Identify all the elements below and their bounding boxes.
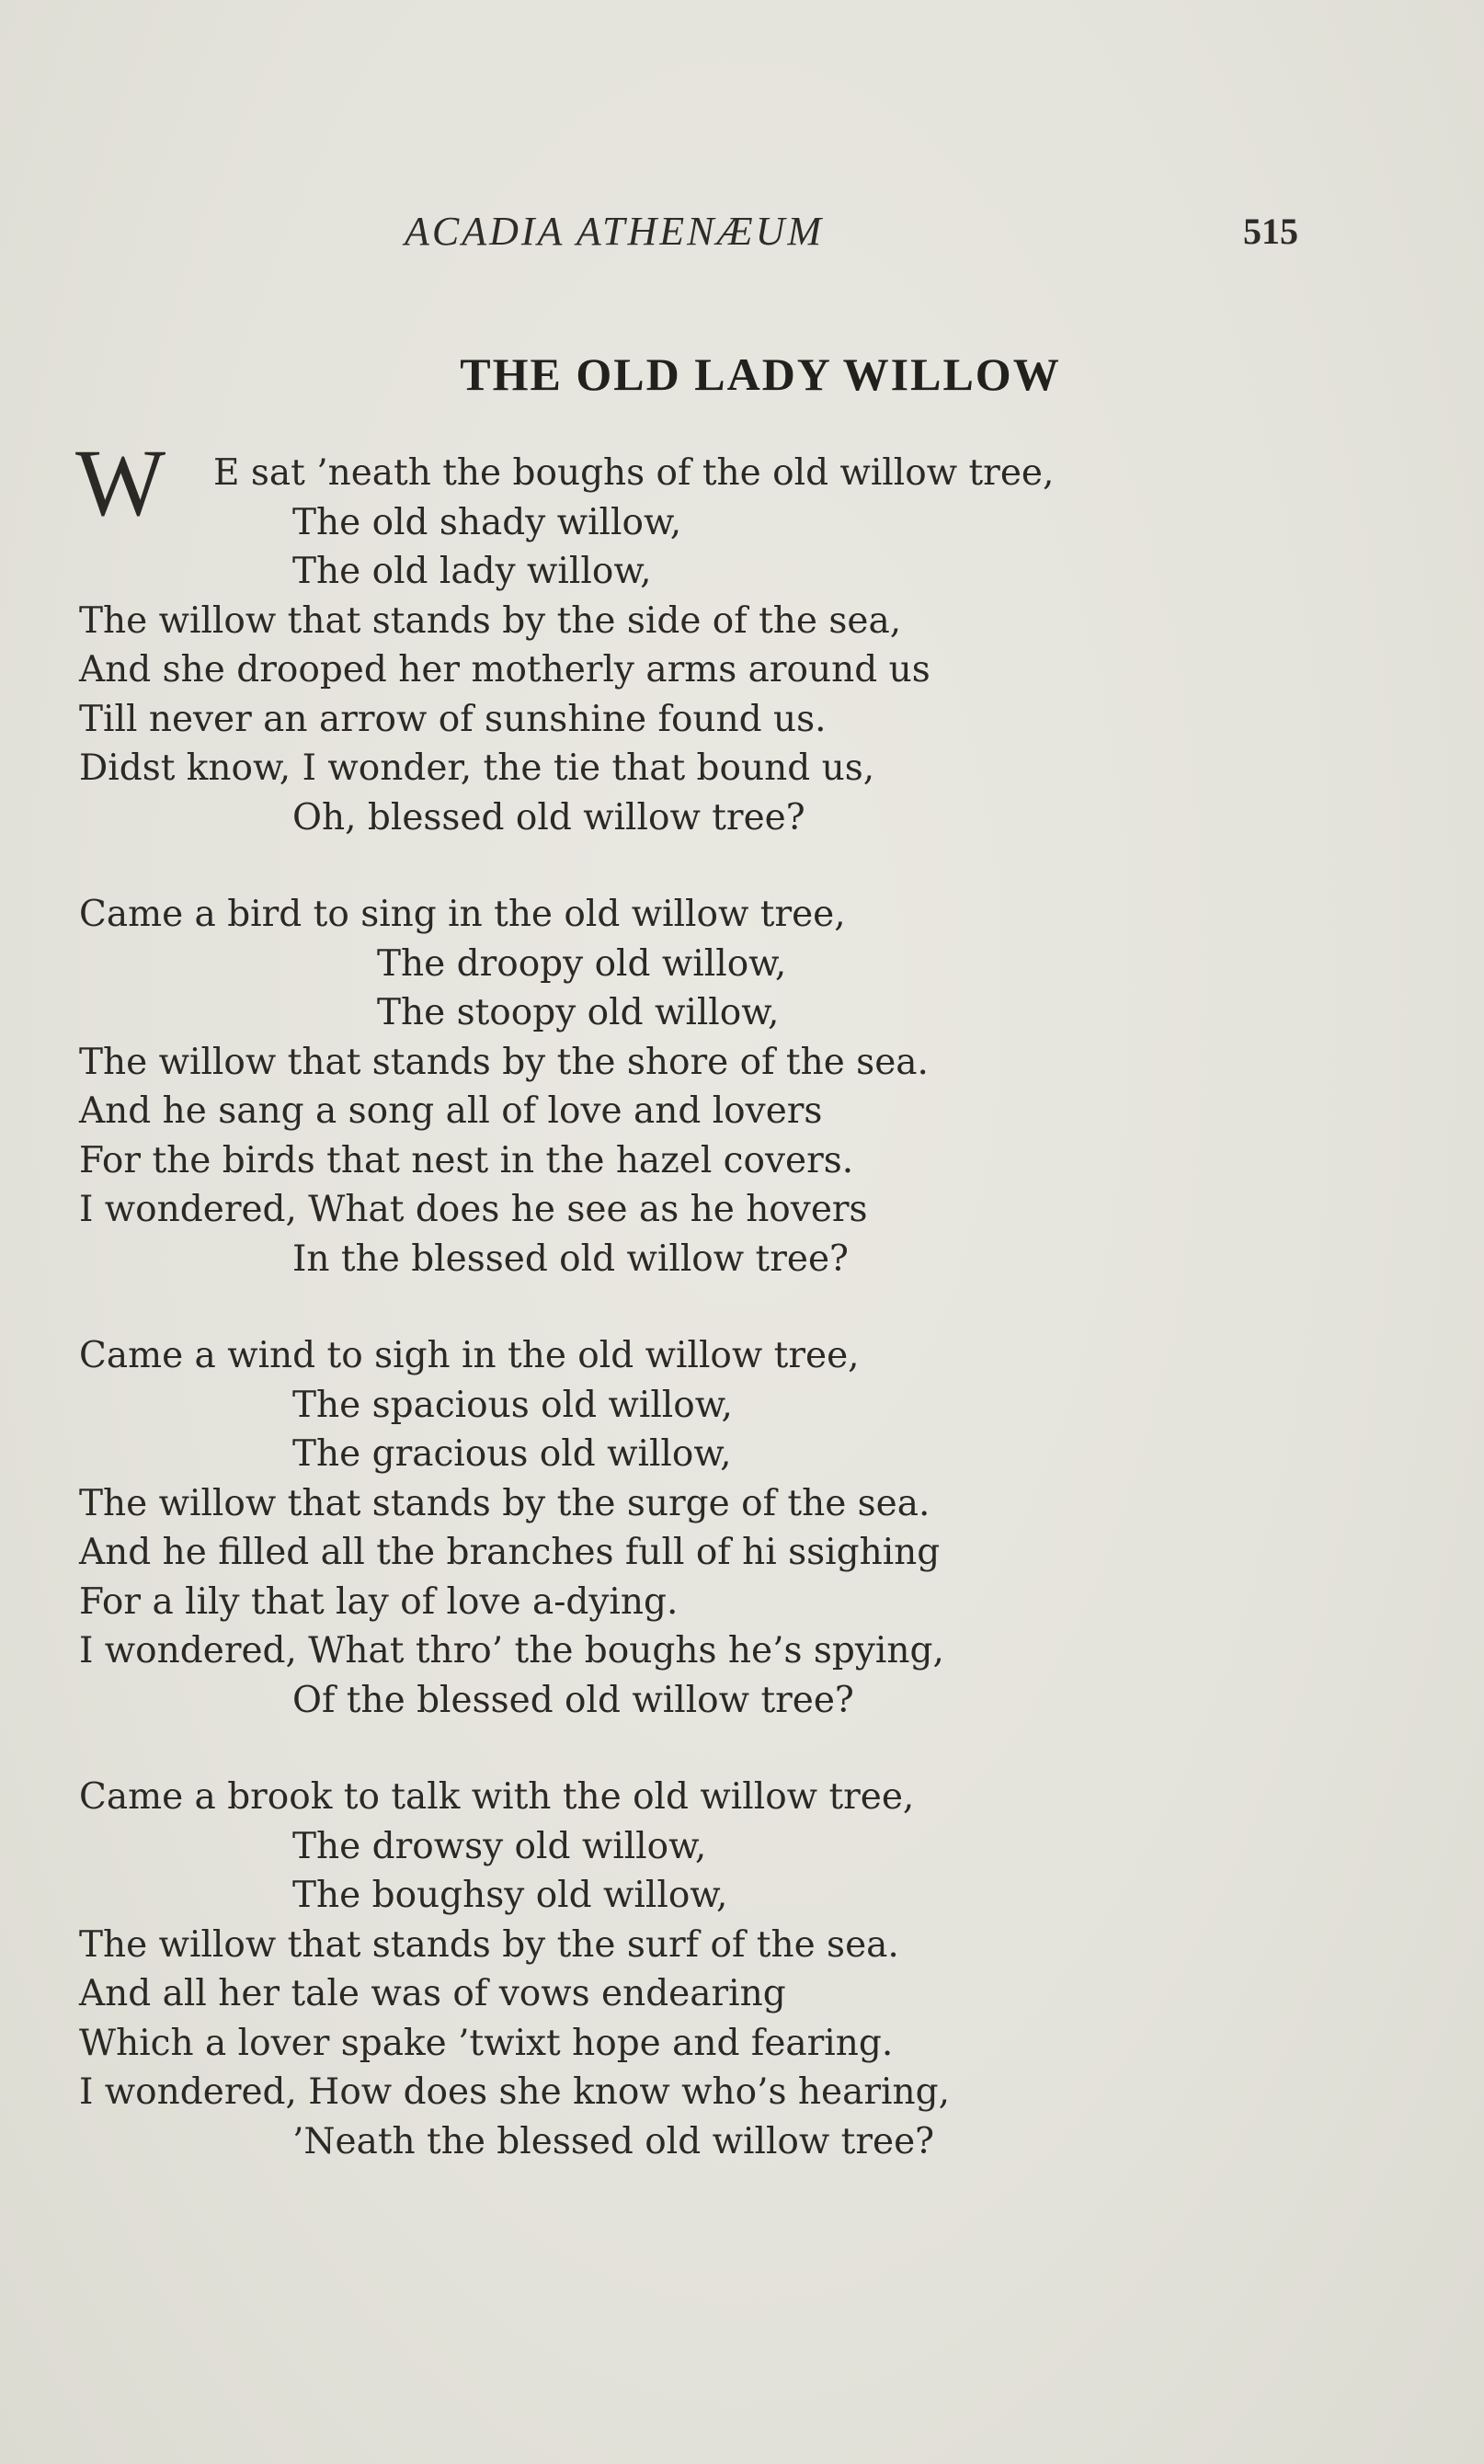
- poem-line: And she drooped her motherly arms around us: [79, 649, 930, 690]
- poem-line: And all her tale was of vows endearing: [79, 1973, 786, 2014]
- poem-line: The drowsy old willow,: [292, 1825, 707, 1867]
- poem-line: The willow that stands by the surge of the sea.: [79, 1482, 930, 1524]
- poem-line: Came a brook to talk with the old willow tree,: [79, 1776, 915, 1818]
- poem-line: I wondered, How does she know who’s hearing,: [79, 2071, 950, 2113]
- poem-line: The boughsy old willow,: [292, 1875, 728, 1916]
- poem-line: The gracious old willow,: [292, 1433, 732, 1475]
- poem-line: The droopy old willow,: [377, 942, 787, 985]
- poem-line: Of the blessed old willow tree?: [292, 1679, 854, 1721]
- poem-line: For a lily that lay of love a-dying.: [79, 1580, 679, 1623]
- poem-title: THE OLD LADY WILLOW: [460, 348, 1061, 400]
- poem-line: The spacious old willow,: [292, 1384, 733, 1426]
- poem-line: The stoopy old willow,: [377, 992, 780, 1033]
- poem-line: The old shady willow,: [292, 501, 682, 543]
- poem-line: And he filled all the branches full of hi ssighing: [79, 1532, 941, 1573]
- poem-line: Oh, blessed old willow tree?: [292, 796, 805, 838]
- poem-line: The old lady willow,: [292, 551, 652, 592]
- poem-line: ’Neath the blessed old willow tree?: [292, 2120, 935, 2162]
- poem-line: In the blessed old willow tree?: [292, 1238, 849, 1280]
- poem-line: E sat ’neath the boughs of the old willow tree,: [213, 452, 1055, 494]
- poem-line: I wondered, What thro’ the boughs he’s spying,: [79, 1630, 944, 1671]
- poem-line: The willow that stands by the side of the sea,: [79, 599, 902, 642]
- poem-line: Till never an arrow of sunshine found us.: [79, 698, 827, 740]
- poem-line: Came a bird to sing in the old willow tree,: [79, 894, 846, 935]
- poem-line: The willow that stands by the shore of the sea.: [79, 1041, 929, 1083]
- running-head: [0, 208, 1484, 263]
- poem-line: Came a wind to sigh in the old willow tree,: [79, 1335, 860, 1376]
- drop-cap: W: [75, 430, 166, 536]
- journal-title: ACADIA ATHENÆUM: [405, 209, 825, 254]
- poem-line: The willow that stands by the surf of the sea.: [79, 1923, 899, 1966]
- poem-line: I wondered, What does he see as he hovers: [79, 1189, 868, 1230]
- page-number: 515: [1243, 211, 1298, 252]
- poem-line: Didst know, I wonder, the tie that bound us,: [79, 747, 875, 789]
- poem-line: For the birds that nest in the hazel covers.: [79, 1139, 854, 1181]
- poem-line: Which a lover spake ’twixt hope and fearing.: [79, 2022, 894, 2064]
- poem-line: And he sang a song all of love and lovers: [79, 1090, 823, 1132]
